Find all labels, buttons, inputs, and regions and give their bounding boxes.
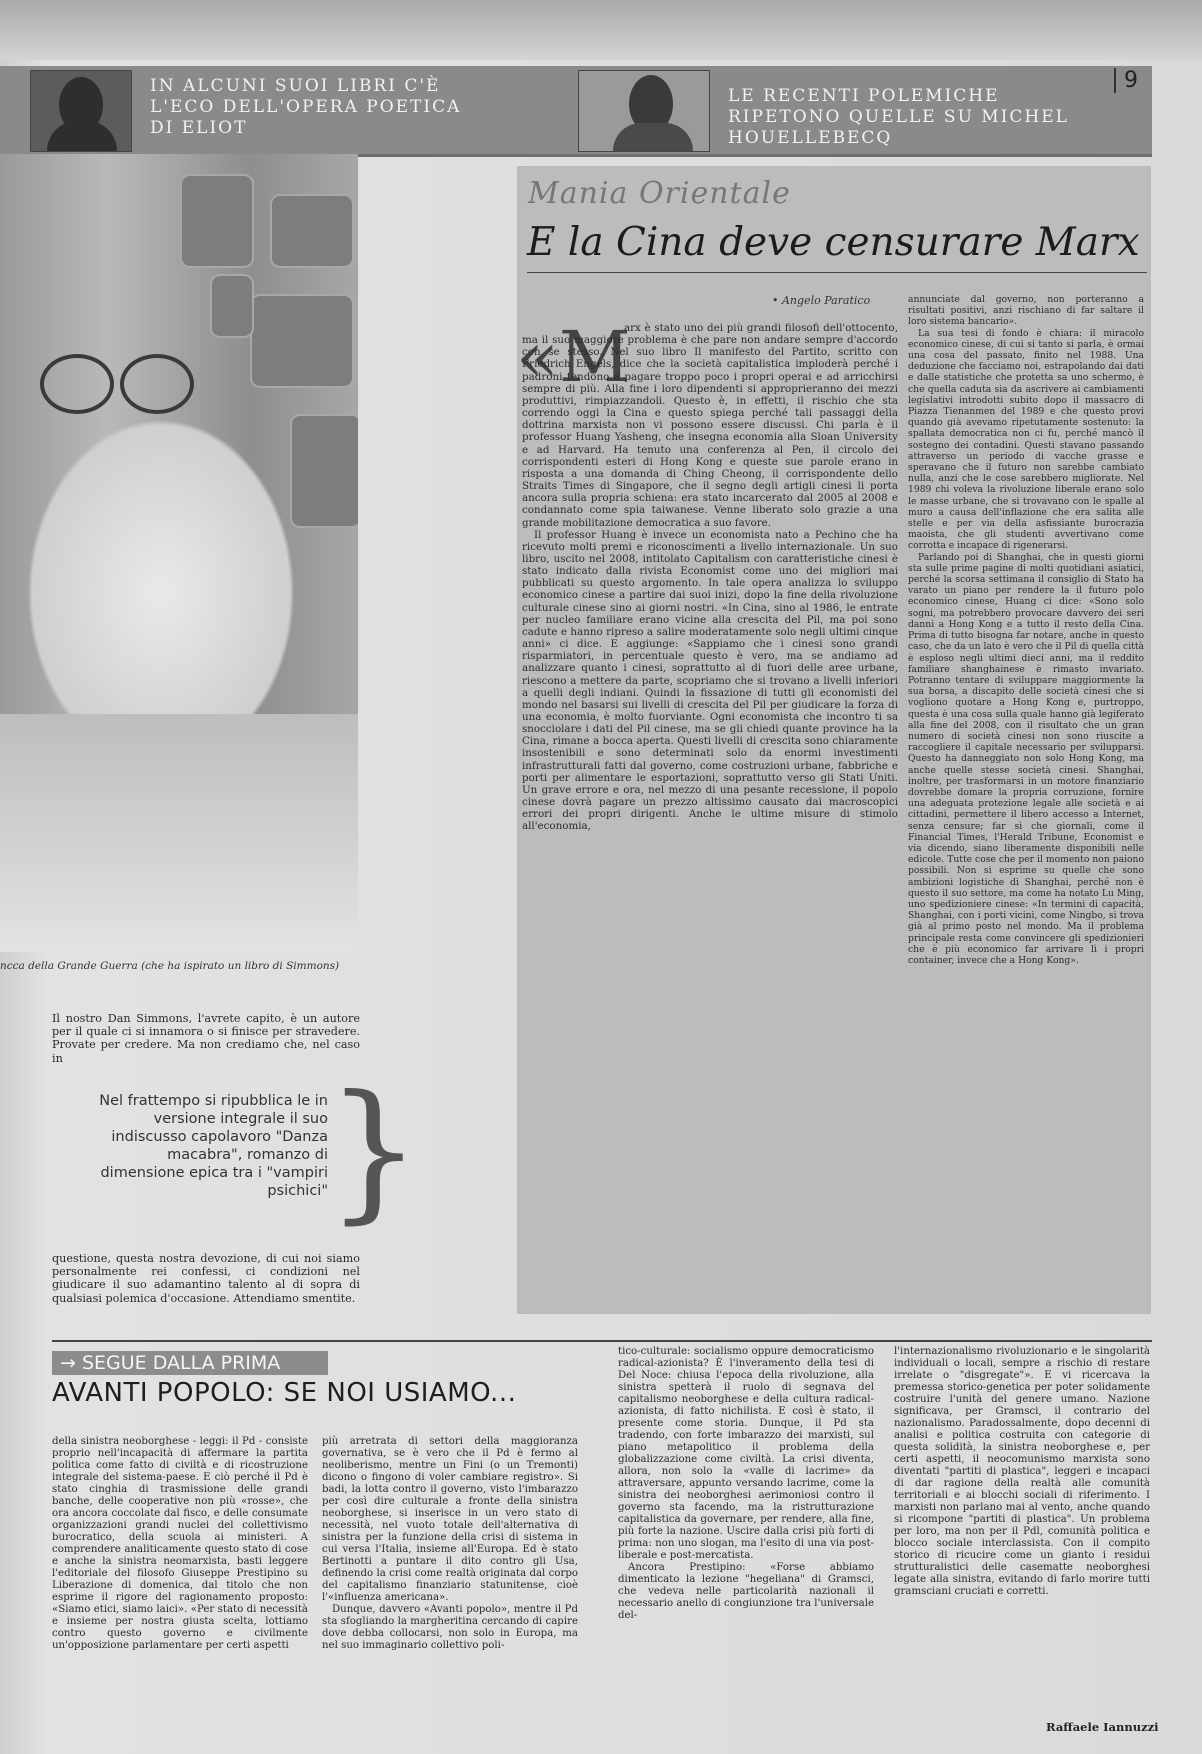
left-article-text-bottom: questione, questa nostra devozione, di cui noi siamo personalmente rei confessi, ci condizioni nel giudicare il suo adamantino talento al di sopra di qualsiasi polemica d'occasione. Attendiamo smentite. [52,1252,360,1305]
bottom-headline: AVANTI POPOLO: SE NOI USIAMO... [52,1378,517,1408]
paragraph: La sua tesi di fondo è chiara: il miracolo economico cinese, di cui si tanto si parla, è ormai una cosa del passato, finito nel 1988. Una deduzione che facciamo noi, estrapolando dai dati e dalle statistiche che protetta sa uno schermo, è che quella caduta sia da ascrivere ai cambiamenti legislativi introdotti subito dopo il massacro di Piazza Tienanmen del 1989 e che questo provi quando già avevamo ripetutamente sostenuto: la spallata democratica non ci fu, perché mancò il sostegno dei contadini. Questi stavano passando attraverso un periodo di vacche grasse e speravano che il futuro non sarebbe cambiato nulla, anzi che le cose sarebbero migliorate. Nel 1989 chi voleva la rivoluzione liberale erano solo le masse urbane, che si trovavano con le spalle al muro a causa dell'inflazione che era salita alle stelle e per via della asfissiante burocrazia maoista, che gli studenti avvertivano come corrotta e incapace di rigenerarsi. [908,327,1144,552]
paragraph: Ancora Prestipino: «Forse abbiamo dimenticato la lezione "hegeliana" di Gramsci, che vedeva nelle particolarità nazionali il necessario anello di congiunzione tra l'universale del- [618,1562,874,1621]
previous-page-edge [0,0,1202,60]
paragraph: Il professor Huang è invece un economista nato a Pechino che ha ricevuto molti premi e riconoscimenti a livello internazionale. Un suo libro, uscito nel 2008, intitolato Capitalism con caratteristiche cinesi è stato indicato dalla rivista Economist come uno dei migliori mai pubblicati su questo argomento. In tale opera analizza lo sviluppo economico cinese a partire dai suoi inizi, dopo la fine della rivoluzione culturale cinese sino ai giorni nostri. «In Cina, sino al 1986, le entrate per nucleo familiare erano vicine alla crescita del Pil, ma poi sono cadute e hanno ripreso a salire moderatamente solo negli ultimi cinque anni» ci dice. E aggiunge: «Sappiamo che i cinesi sono grandi risparmiatori, in percentuale questo è vero, ma se andiamo ad analizzare quanto i cinesi, soprattutto al di fuori delle aree urbane, riescono a mettere da parte, scopriamo che si trovano a livelli inferiori a quelli degli indiani. Quindi la fissazione di tutti gli economisti del mondo nel basarsi sui livelli di crescita del Pil per giudicare la forza di una economia, è molto fuorviante. Ogni economista che incontro ti sa snocciolare i dati del Pil cinese, ma se gli chiedi quante province ha la Cina, rimane a bocca aperta. Questi livelli di crescita sono chiaramente insostenibili e sono determinati solo da enormi investimenti infrastrutturali fatti dal governo, come costruzioni urbane, fabbriche e porti per alimentare le esportazioni, soprattutto verso gli Stati Uniti. Un grave errore e ora, nel mezzo di una pesante recessione, il popolo cinese dovrà pagare un prezzo altissimo causato dai macroscopici errori dei propri dirigenti. Anche le ultime misure di stimolo all'economia, [522,528,898,833]
article-title: E la Cina deve censurare Marx [527,220,1140,265]
author-signature: Raffaele Iannuzzi [1046,1720,1159,1734]
photo-caption: ncca della Grande Guerra (che ha ispirato un libro di Simmons) [0,960,340,972]
right-header-headline: LE RECENTI POLEMICHE RIPETONO QUELLE SU MICHEL HOUELLEBECQ [728,86,1069,148]
drop-cap: «M [516,316,631,398]
pull-quote: Nel frattempo si ripubblica le in versione integrale il suo indiscusso capolavoro "Danza macabra", romanzo di dimensione epica tra i "vampiri psichici" [99,1093,328,1199]
paragraph: più arretrata di settori della maggioranza governativa, se è vero che il Pd è fermo al neoliberismo, mentre un Fini (o un Tremonti) dicono o fingono di voler cambiare registro». Si badi, la lotta contro il governo, visto l'imbarazzo per così dire culturale a fronte della sinistra neoborghese, si inserisce in un vero stato di necessità, nel vuoto totale dell'alternativa di sinistra per la funzione della crisi di sistema in cui versa l'Italia, insieme all'Europa. Ed è stato Bertinotti a puntare il dito contro gli Usa, definendo la crisi come realtà originata dal corpo del capitalismo finanziario statunitense, cioè l'«influenza americana». [322,1436,578,1603]
paragraph: Dunque, davvero «Avanti popolo», mentre il Pd sta sfogliando la margheritina cercando di capire dove debba collocarsi, non solo in Europa, ma nel suo immaginario collettivo poli- [322,1604,578,1651]
main-article-column-1 [522,322,898,833]
page-number: 9 [1114,68,1138,93]
bottom-column-4: l'internazionalismo rivoluzionario e le singolarità individuali o locali, sempre a rischio di restare irrelate o "disgregate"». E vi ricercava la premessa storico-genetica per poter solidamente costruire l'unità del genere umano. Nazione significava, per Gramsci, il contrario del nazionalismo. Paradossalmente, dopo decenni di analisi e politica costruita con categorie di questa solidità, la sinistra neoborghese e, per certi aspetti, il neocomunismo marxista sono diventati "partiti di plastica", leggeri e incapaci di dar ragione della realtà alle comunità territoriali e ai blocchi sociali di riferimento. I marxisti non parlano mai al vento, anche quando si ricompone "partiti di plastica". Un problema per loro, ma non per il Pdl, comunità politica e blocco sociale interclassista. Con il compito storico di ricucire come un gianto i residui strutturalistici delle casematte neoborghesi legate alla sinistra, evitando di farlo morire tutti gramsciani cruciati e corretti. [894,1346,1150,1597]
eliot-photo [30,70,132,152]
bottom-column-1: della sinistra neoborghese - leggi: il Pd - consiste proprio nell'incapacità di affermare la partita politica come fatto di civiltà e di ricostruzione integrale del sistema-paese. E ciò perché il Pd è stato cinghia di trasmissione delle grandi banche, delle cooperative non più «rosse», che ora ancora coccolate dal fisco, e delle consumate organizzazioni grandi nuclei del collettivismo burocratico, della scuola ai ministeri. A comprendere analiticamente questo stato di cose e anche la sinistra neomarxista, basti leggere l'editoriale del filosofo Giuseppe Prestipino su Liberazione di domenica, dal titolo che non esprime il rigore del ragionamento proposto: «Siamo etici, siamo laici». «Per stato di necessità e insieme per nostra giusta scelta, lottiamo contro questo governo e civilmente un'opposizione parlamentare per certi aspetti [52,1436,308,1651]
paragraph: annunciate dal governo, non porteranno a risultati positivi, anzi rischiano di far saltare il loro sistema bancario». [908,294,1144,328]
article-kicker: Mania Orientale [528,176,791,211]
title-rule [527,272,1147,273]
houellebecq-photo [578,70,710,152]
dan-simmons-photo [0,154,358,952]
paragraph: arx è stato uno dei più grandi filosofi dell'ottocento, ma il suo maggiore problema è che pare non andare sempre d'accordo con se stesso. Nel suo libro Il manifesto del Partito, scritto con Friedrich Engels, dice che la società capitalistica imploderà perché i padroni tendono a pagare troppo poco i propri operai e ad arricchirsi sempre di più. Alla fine i loro dipendenti si approprieranno dei mezzi produttivi, rimpiazzandoli. Questo è, in effetti, il rischio che sta correndo oggi la Cina e questo spiega perché tali passaggi della dottrina marxista non vi possono essere discussi. Chi parla è il professor Huang Yasheng, che insegna economia alla Sloan University e ad Harvard. Ha tenuto una conferenza al Pen, il circolo dei corrispondenti esteri di Hong Kong e queste sue parole erano in risposta a una domanda di Ching Cheong, il corrispondente dello Straits Times di Singapore, che il segno degli artigli cinesi li porta ancora sulla propria schiena: era stato incarcerato dal 2005 al 2008 e condannato come spia taiwanese. Venne liberato solo grazie a una grande mobilitazione democratica a suo favore. [522,322,898,529]
brace-ornament: } [326,1064,422,1238]
section-rule [52,1340,1152,1342]
bottom-column-2 [322,1436,578,1652]
bottom-column-3 [618,1346,874,1622]
left-header-headline: IN ALCUNI SUOI LIBRI C'È L'ECO DELL'OPERA POETICA DI ELIOT [150,76,462,138]
article-byline: • Angelo Paratico [772,294,871,307]
paragraph: tico-culturale: socialismo oppure democraticismo radical-azionista? È l'inveramento della tesi di Del Noce: chiusa l'epoca della rivoluzione, alla sinistra spetterà il ruolo di segnava del capitalismo neoborghese e della cultura radical-azionista, di fatto nichilista. E così è stato, il presente come storia. Dunque, il Pd sta tradendo, con forte imbarazzo dei marxisti, sul piano metapolitico il problema della globalizzazione come civiltà. La crisi diventa, allora, non solo la «valle di lacrime» da attraversare, appunto versando lacrime, come la sinistra dei neoborghesi aerimoniosi contro il governo sta facendo, ma la ristrutturazione capitalistica da governare, per rendere, alla fine, più forte la nazione. Uscire dalla crisi più forti di prima: non uno slogan, ma l'esito di una via post-liberale e post-mercatista. [618,1346,874,1561]
left-article-text-top: Il nostro Dan Simmons, l'avrete capito, è un autore per il quale ci si innamora o si finisce per stravedere. Provate per credere. Ma non crediamo che, nel caso in [52,1012,360,1065]
paragraph: Parlando poi di Shanghai, che in questi giorni sta sulle prime pagine di molti quotidiani asiatici, perché la scorsa settimana il consiglio di Stato ha varato un piano per rendere la il futuro polo economico cinese, Huang ci dice: «Sono solo sogni, ma potrebbero provocare davvero dei seri danni a Hong Kong e a tutto il resto della Cina. Prima di tutto bisogna far notare, anche in questo caso, che da un lato è vero che il Pil di quella città è esploso negli ultimi dieci anni, ma il reddito familiare shanghainese è rimasto invariato. Potranno tentare di sviluppare maggiormente la sua borsa, a discapito delle società cinesi che si vogliono quotare a Hong Kong e, purtroppo, questa è una cosa sulla quale hanno già legiferato alla fine del 2008, con il risultato che un gran numero di società cinesi non sono riuscite a raccogliere il capitale necessario per svilupparsi. Questo ha danneggiato non solo Hong Kong, ma anche quelle stesse società cinesi. Shanghai, inoltre, per trasformarsi in un motore finanziario dovrebbe domare la propria corruzione, fornire una adeguata protezione legale alle società e ai cittadini, permettere il libero accesso a Internet, senza censure; far sì che giornali, come il Financial Times, l'Herald Tribune, Economist e via dicendo, siano liberamente disponibili nelle edicole. Tutte cose che per il momento non paiono possibili. Non si esprime su quelle che sono ambizioni logistiche di Shanghai, perché non è questo il suo settore, ma come ha notato Lu Ming, uno spedizioniere cinese: «In termini di capacità, Shanghai, con i porti vicini, come Ningbo, si trova già al primo posto nel mondo. Ma il problema principale resta come convincere gli spedizionieri che è più economico far arrivare lì i propri container, invece che a Hong Kong». [908,551,1144,966]
segue-label: → SEGUE DALLA PRIMA [52,1351,328,1375]
main-article-column-2 [908,294,1144,966]
